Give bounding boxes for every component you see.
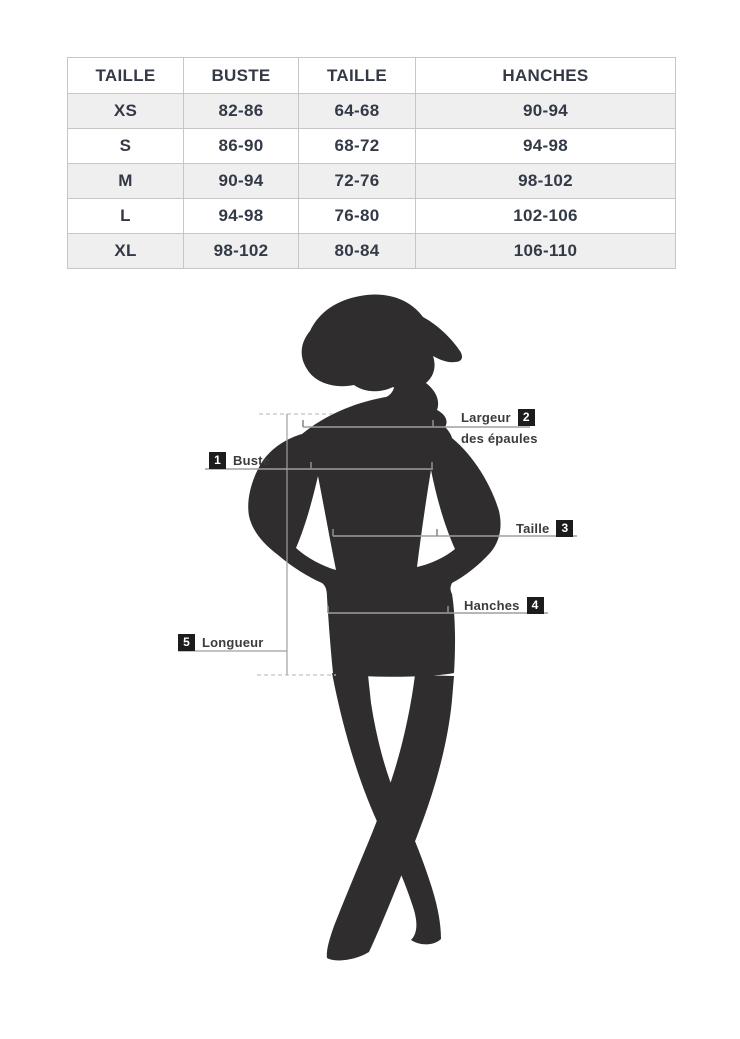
measurement-label-hanches: [464, 597, 544, 614]
table-cell: 94-98: [184, 199, 299, 234]
label-epaules-text: des épaules: [461, 430, 538, 446]
table-cell: L: [68, 199, 184, 234]
label-largeur-row2: [461, 429, 538, 447]
table-cell: 76-80: [299, 199, 416, 234]
table-cell: 98-102: [184, 234, 299, 269]
col-header-taille-cm: TAILLE: [299, 58, 416, 94]
label-largeur-text: Largeur: [461, 409, 511, 425]
table-cell: 102-106: [416, 199, 676, 234]
table-cell: 90-94: [416, 94, 676, 129]
badge-2: 2: [518, 409, 535, 426]
col-header-buste: BUSTE: [184, 58, 299, 94]
badge-3: 3: [556, 520, 573, 537]
label-hanches-text: Hanches: [464, 598, 520, 613]
table-cell: 94-98: [416, 129, 676, 164]
badge-5: 5: [178, 634, 195, 651]
col-header-taille: TAILLE: [68, 58, 184, 94]
measurement-label-buste: [209, 452, 270, 469]
table-cell: 90-94: [184, 164, 299, 199]
table-cell: 98-102: [416, 164, 676, 199]
measurement-label-longueur: [178, 634, 264, 651]
table-cell: XL: [68, 234, 184, 269]
table-cell: 80-84: [299, 234, 416, 269]
measurement-label-taille: [516, 520, 573, 537]
badge-1: 1: [209, 452, 226, 469]
table-cell: XS: [68, 94, 184, 129]
label-largeur-row1: [461, 408, 538, 426]
table-cell: M: [68, 164, 184, 199]
col-header-hanches: HANCHES: [416, 58, 676, 94]
table-cell: 72-76: [299, 164, 416, 199]
table-cell: 68-72: [299, 129, 416, 164]
table-cell: 82-86: [184, 94, 299, 129]
badge-4: 4: [527, 597, 544, 614]
woman-silhouette-figure: [248, 295, 500, 961]
table-cell: 86-90: [184, 129, 299, 164]
table-cell: 106-110: [416, 234, 676, 269]
table-cell: S: [68, 129, 184, 164]
silhouette-hat: [302, 295, 462, 392]
label-taille-text: Taille: [516, 521, 550, 536]
table-cell: 64-68: [299, 94, 416, 129]
label-longueur-text: Longueur: [202, 635, 264, 650]
measurement-label-largeur-epaules: [461, 408, 538, 447]
label-buste-text: Buste: [233, 453, 271, 468]
